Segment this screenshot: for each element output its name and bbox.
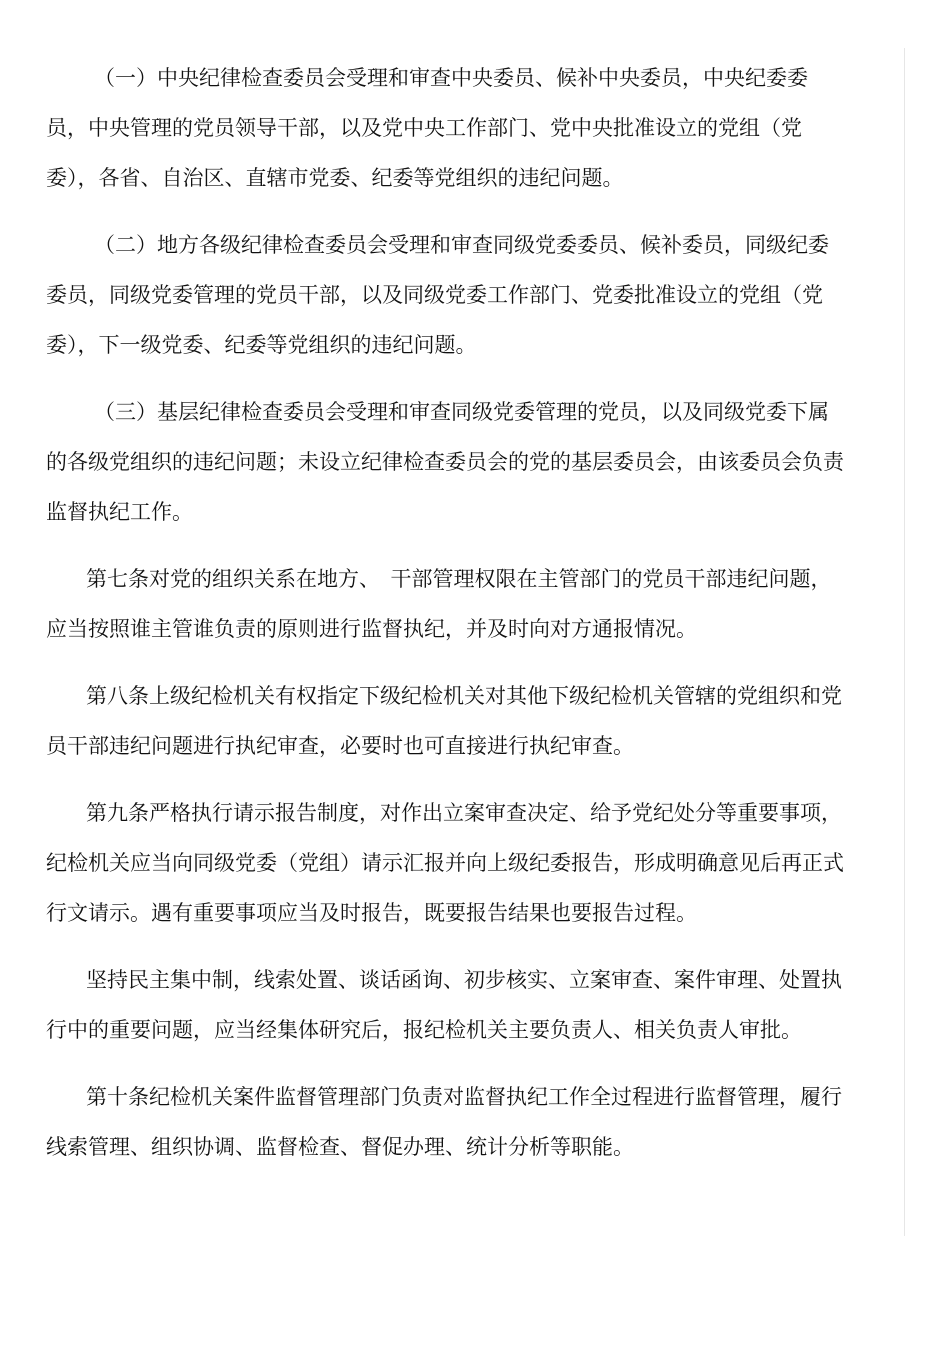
paragraph-article-10: 第十条纪检机关案件监督管理部门负责对监督执纪工作全过程进行监督管理，履行线索管理、组织协调、监督检查、督促办理、统计分析等职能。	[46, 1085, 842, 1159]
paragraph-3: （三）基层纪律检查委员会受理和审查同级党委管理的党员，以及同级党委下属的各级党组织的违纪问题；未设立纪律检查委员会的党的基层委员会，由该委员会负责监督执纪工作。	[46, 400, 844, 524]
paragraph-article-9: 第九条严格执行请示报告制度，对作出立案审查决定、给予党纪处分等重要事项，纪检机关应当向同级党委（党组）请示汇报并向上级纪委报告，形成明确意见后再正式行文请示。遇有重要事项应当及时报告，既要报告结果也要报告过程。	[46, 801, 844, 925]
document-body	[46, 53, 846, 1172]
paragraph-article-8: 第八条上级纪检机关有权指定下级纪检机关对其他下级纪检机关管辖的党组织和党员干部违纪问题进行执纪审查，必要时也可直接进行执纪审查。	[46, 684, 842, 758]
page-right-rule	[904, 48, 905, 1236]
paragraph-2: （二）地方各级纪律检查委员会受理和审查同级党委委员、候补委员，同级纪委委员，同级党委管理的党员干部，以及同级党委工作部门、党委批准设立的党组（党委），下一级党委、纪委等党组织的违纪问题。	[46, 233, 829, 357]
paragraph-1: （一）中央纪律检查委员会受理和审查中央委员、候补中央委员，中央纪委委员，中央管理的党员领导干部，以及党中央工作部门、党中央批准设立的党组（党委），各省、自治区、直辖市党委、纪委等党组织的违纪问题。	[46, 66, 808, 190]
paragraph-article-7: 第七条对党的组织关系在地方、 干部管理权限在主管部门的党员干部违纪问题，应当按照谁主管谁负责的原则进行监督执纪，并及时向对方通报情况。	[46, 567, 832, 641]
paragraph-democratic-centralism: 坚持民主集中制，线索处置、谈话函询、初步核实、立案审查、案件审理、处置执行中的重要问题，应当经集体研究后，报纪检机关主要负责人、相关负责人审批。	[46, 968, 842, 1042]
